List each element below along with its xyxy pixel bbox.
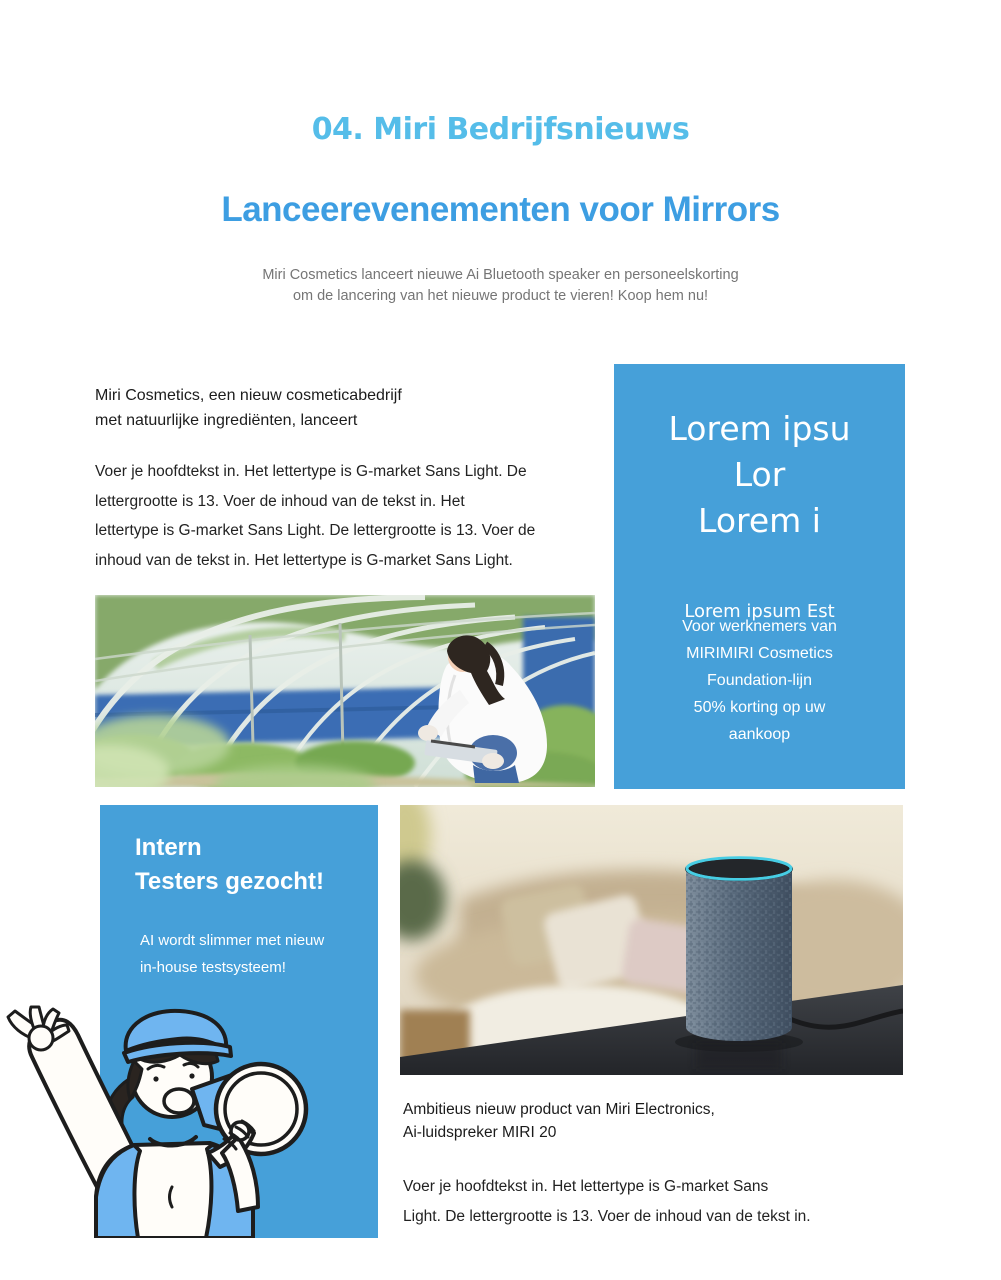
article2-caption: [403, 1098, 715, 1144]
promo-body: [614, 613, 905, 748]
article1-body: [95, 457, 605, 575]
promo-headline-line-2: Lor: [733, 455, 786, 494]
promo-headline: [614, 406, 905, 544]
caption-line-2: Ai-luidspreker MIRI 20: [403, 1124, 557, 1141]
lede-text: [0, 265, 1001, 307]
recruit-title-line-1: Intern: [135, 834, 202, 861]
recruit-title: [135, 831, 324, 899]
intro-line-1: Miri Cosmetics, een nieuw cosmeticabedrijf: [95, 387, 402, 404]
announcer-illustration: [0, 1005, 315, 1238]
promo-body-line: MIRIMIRI Cosmetics: [686, 645, 833, 662]
promo-body-line: Voor werknemers van: [682, 618, 837, 635]
speaker-photo: [400, 805, 903, 1075]
promo-overlay-text: Lorem ipsum Est: [684, 601, 835, 622]
lede-line-1: Miri Cosmetics lanceert nieuwe Ai Bluetooth speaker en personeelskorting: [262, 267, 739, 283]
promo-headline-line-3: Lorem i: [698, 501, 821, 540]
speaker-photo-art: [400, 805, 903, 1075]
body-line: Light. De lettergrootte is 13. Voer de inhoud van de tekst in.: [403, 1208, 811, 1225]
recruit-body-line: AI wordt slimmer met nieuw: [140, 932, 325, 949]
greenhouse-photo-art: [95, 595, 595, 787]
body-line: lettergrootte is 13. Voer de inhoud van de tekst in. Het: [95, 492, 465, 510]
greenhouse-photo: [95, 595, 595, 787]
headline: Lanceerevenementen voor Mirrors: [221, 190, 780, 229]
body-line: inhoud van de tekst in. Het lettertype is G-market Sans Light.: [95, 551, 513, 569]
announcer-illustration-art: [0, 1005, 315, 1238]
article2-body: [403, 1172, 811, 1232]
lede-line-2: om de lancering van het nieuwe product te vieren! Koop hem nu!: [292, 288, 709, 304]
intro-line-2: met natuurlijke ingrediënten, lanceert: [95, 412, 358, 429]
promo-body-line: 50% korting op uw: [693, 699, 826, 716]
body-line: lettertype is G-market Sans Light. De lettergrootte is 13. Voer de: [95, 522, 536, 539]
recruit-body-line: in-house testsysteem!: [140, 959, 286, 976]
body-line: Voer je hoofdtekst in. Het lettertype is G-market Sans Light. De: [95, 463, 527, 480]
promo-body-line: Foundation-lijn: [707, 672, 812, 689]
page-title: 04. Miri Bedrijfsnieuws: [311, 112, 690, 147]
promo-headline-line-1: Lorem ipsu: [668, 409, 851, 448]
promo-box: [614, 364, 905, 789]
recruit-body: [140, 927, 324, 981]
recruit-title-line-2: Testers gezocht!: [135, 868, 324, 895]
article1-intro: [95, 383, 402, 433]
caption-line-1: Ambitieus nieuw product van Miri Electronics,: [403, 1101, 715, 1118]
promo-body-line: aankoop: [728, 726, 791, 743]
body-line: Voer je hoofdtekst in. Het lettertype is G-market Sans: [403, 1178, 769, 1195]
